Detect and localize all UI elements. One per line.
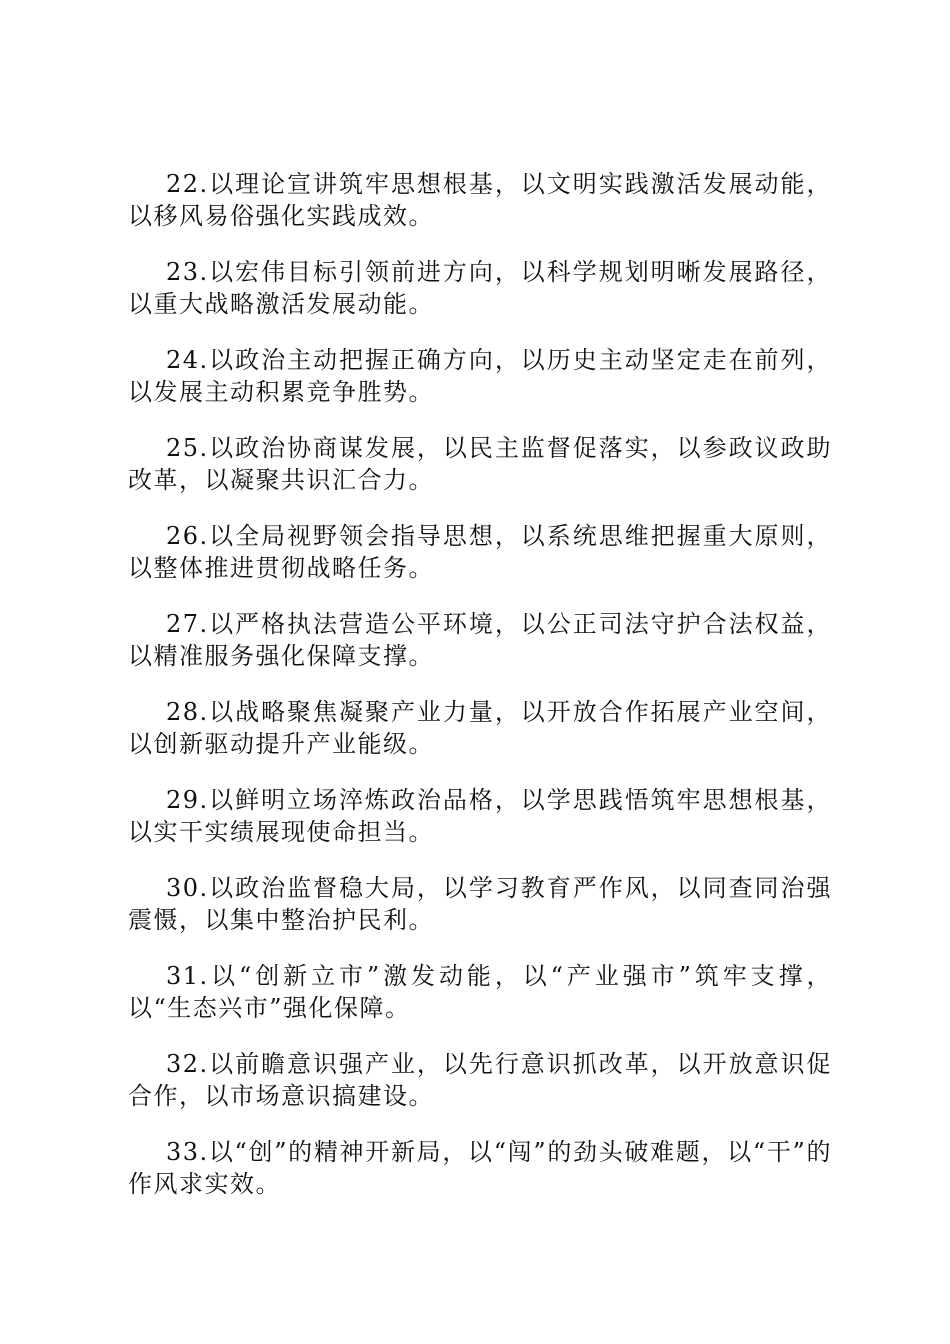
list-item: 30.以政治监督稳大局，以学习教育严作风，以同查同治强震慑，以集中整治护民利。 [128, 874, 832, 934]
list-item: 31.以“创新立市”激发动能，以“产业强市”筑牢支撑，以“生态兴市”强化保障。 [128, 962, 832, 1022]
list-item: 24.以政治主动把握正确方向，以历史主动坚定走在前列，以发展主动积累竞争胜势。 [128, 346, 832, 406]
list-item: 25.以政治协商谋发展，以民主监督促落实，以参政议政助改革，以凝聚共识汇合力。 [128, 434, 832, 494]
list-item: 22.以理论宣讲筑牢思想根基，以文明实践激活发展动能，以移风易俗强化实践成效。 [128, 170, 832, 230]
list-item: 29.以鲜明立场淬炼政治品格，以学思践悟筑牢思想根基，以实干实绩展现使命担当。 [128, 786, 832, 846]
list-item: 28.以战略聚焦凝聚产业力量，以开放合作拓展产业空间，以创新驱动提升产业能级。 [128, 698, 832, 758]
list-item: 26.以全局视野领会指导思想，以系统思维把握重大原则，以整体推进贯彻战略任务。 [128, 522, 832, 582]
list-item: 23.以宏伟目标引领前进方向，以科学规划明晰发展路径，以重大战略激活发展动能。 [128, 258, 832, 318]
document-body [128, 168, 832, 1224]
list-item: 33.以“创”的精神开新局，以“闯”的劲头破难题，以“干”的作风求实效。 [128, 1138, 832, 1198]
list-item: 32.以前瞻意识强产业，以先行意识抓改革，以开放意识促合作，以市场意识搞建设。 [128, 1050, 832, 1110]
list-item: 27.以严格执法营造公平环境，以公正司法守护合法权益，以精准服务强化保障支撑。 [128, 610, 832, 670]
